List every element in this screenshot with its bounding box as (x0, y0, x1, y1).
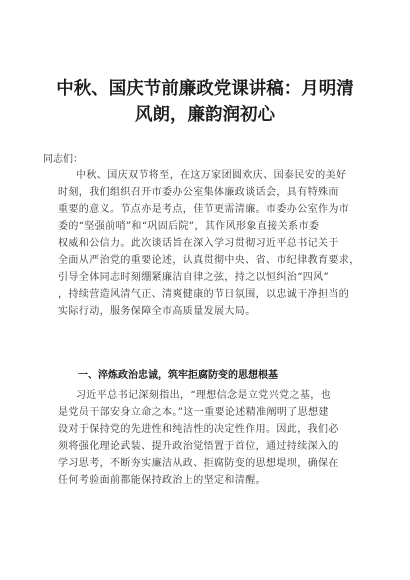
paragraph-section-1 (58, 387, 364, 489)
paragraph-line: 任何考验面前都能保持政治上的坚定和清醒。 (58, 475, 266, 486)
paragraph-intro (58, 167, 364, 320)
paragraph-line: 实际行动，服务保障全市高质量发展大局。 (58, 306, 256, 317)
title-line-2: 风朗，廉韵润初心 (135, 105, 275, 125)
paragraph-line: 重要的意义。节点亦是考点，佳节更需清廉。市委办公室作为市 (58, 204, 350, 215)
paragraph-line: 全面从严治党的重要论述，认真贯彻中央、省、市纪律教育要求， (58, 255, 360, 266)
paragraph-line: 引导全体同志时刻绷紧廉洁自律之弦，持之以恒纠治“四风” (58, 272, 330, 283)
paragraph-line: 委的“坚强前哨”和“巩固后院”，其作风形象直接关系市委 (58, 221, 320, 232)
paragraph-line: 须将强化理论武装、提升政治觉悟置于首位，通过持续深入的 (58, 441, 339, 452)
paragraph-line: 设对于保持党的先进性和纯洁性的决定性作用。因此，我们必 (58, 424, 339, 435)
section-heading-1: 一、淬炼政治忠诚，筑牢拒腐防变的思想根基 (78, 370, 278, 381)
title-line-1: 中秋、国庆节前廉政党课讲稿：月明清 (56, 79, 354, 99)
paragraph-line: 时刻，我们组织召开市委办公室集体廉政谈话会，具有特殊而 (58, 187, 339, 198)
paragraph-line: 学习思考，不断夯实廉洁从政、拒腐防变的思想堤坝，确保在 (58, 458, 339, 469)
paragraph-line: 中秋、国庆双节将至，在这万家团圆欢庆、国泰民安的美好 (76, 170, 347, 181)
paragraph-line: 习近平总书记深刻指出，“理想信念是立党兴党之基，也 (76, 390, 332, 401)
salutation: 同志们： (43, 154, 83, 165)
paragraph-line: 是党员干部安身立命之本。”这一重要论述精准阐明了思想建 (58, 407, 329, 418)
paragraph-line: 权威和公信力。此次谈话旨在深入学习贯彻习近平总书记关于 (58, 238, 339, 249)
paragraph-line: ，持续营造风清气正、清爽健康的节日氛围，以忠诚干净担当的 (58, 289, 350, 300)
document-title (28, 76, 382, 128)
